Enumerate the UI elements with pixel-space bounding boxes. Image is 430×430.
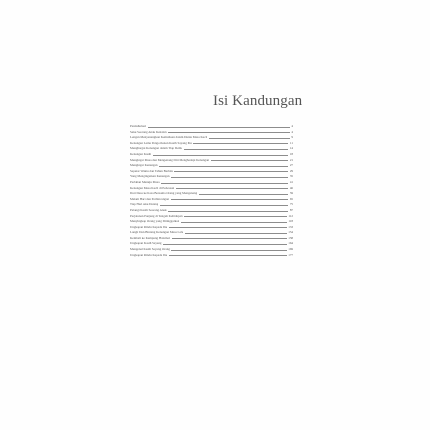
toc-entry-title: Kembali ke Kampung Halaman <box>130 236 171 240</box>
toc-entry-page-number: 118 <box>288 219 293 224</box>
toc-leader-line <box>168 211 288 212</box>
toc-entry-title: Saku Seorang Anak Kenalan <box>130 130 167 134</box>
toc-entry-page-number: 177 <box>288 252 293 257</box>
toc-entry-page-number: 75 <box>289 202 293 207</box>
toc-entry-title: Ungkapan Rindu Kepada Ibu <box>130 253 168 257</box>
toc-leader-line <box>161 183 288 184</box>
toc-leader-line <box>169 227 287 228</box>
toc-leader-line <box>168 132 290 133</box>
toc-entry-page-number: 65 <box>289 196 293 201</box>
toc-entry-page-number: 35 <box>289 174 293 179</box>
toc-leader-line <box>153 155 289 156</box>
toc-entry-title: Dari Desa ke Kota Bersama Orang yang Mengenang <box>130 192 198 196</box>
toc-entry-page-number: 59 <box>289 191 293 196</box>
toc-entry-page-number: 14 <box>289 146 293 151</box>
toc-entry-title: Mengingat Kenangan <box>130 164 158 168</box>
toc-entry-page-number: 164 <box>288 241 293 246</box>
toc-entry-page-number: 21 <box>289 157 293 162</box>
toc-leader-line <box>193 143 288 144</box>
toc-entry-page-number: 133 <box>288 224 293 229</box>
toc-entry-page-number: 18 <box>289 151 293 156</box>
toc-entry-title: Yang Mengingatkan Kenangan <box>130 175 170 179</box>
toc-entry-page-number: 112 <box>288 213 293 218</box>
toc-leader-line <box>148 127 290 128</box>
table-of-contents <box>130 123 293 257</box>
toc-leader-line <box>184 149 289 150</box>
toc-leader-line <box>160 205 289 206</box>
toc-entry-page-number: 29 <box>289 168 293 173</box>
toc-entry-page-number: 11 <box>289 140 293 145</box>
toc-leader-line <box>181 222 287 223</box>
toc-entry-title: Pelangi Kasih Seorang Anak <box>130 208 167 212</box>
toc-leader-line <box>169 255 287 256</box>
toc-entry-page-number: 158 <box>288 235 293 240</box>
toc-entry <box>130 252 293 258</box>
toc-leader-line <box>172 238 287 239</box>
toc-entry-title: Tiap Hari Aku Datang <box>130 203 159 207</box>
toc-entry-title: Ungkapan Rindu Kepada Ibu <box>130 225 168 229</box>
toc-leader-line <box>171 199 289 200</box>
toc-entry-page-number: 87 <box>289 207 293 212</box>
toc-entry-title: Menyingkap Orang yang Ditinggalkan <box>130 220 180 224</box>
toc-entry-title: Kenangan Lama Pengorbanan Kasih Sayang Ibu <box>130 141 192 145</box>
toc-leader-line <box>171 177 288 178</box>
toc-entry-title: Perjalanan Panjang di Tengah Kehidupan <box>130 214 183 218</box>
toc-entry-title: Lengan Menyenangkan Kemuliaan dalam Dunia Masa Kecil <box>130 136 208 140</box>
toc-entry-page-number: 41 <box>289 179 293 184</box>
toc-entry-page-number: 169 <box>288 247 293 252</box>
toc-entry-page-number: 46 <box>289 185 293 190</box>
toc-leader-line <box>209 138 290 139</box>
toc-leader-line <box>174 171 288 172</box>
toc-leader-line <box>211 160 289 161</box>
toc-entry-page-number: 9 <box>291 135 293 140</box>
toc-entry-title: Seputar Waktu dan Tahun Berlalu <box>130 169 173 173</box>
toc-entry-title: Kenangan Kasih <box>130 152 152 156</box>
toc-entry-title: Pendahuluan <box>130 125 147 128</box>
toc-entry-title: Mengingat Masa dan Mengenang Diri Menghadapi Kenangan <box>130 158 210 162</box>
toc-entry-page-number: 27 <box>289 163 293 168</box>
toc-entry-page-number: 4 <box>291 129 293 134</box>
toc-entry-title: Ungkapan Kasih Sayang <box>130 242 162 246</box>
toc-leader-line <box>185 233 287 234</box>
toc-entry-title: Malam Hari dan Perbincangan <box>130 197 170 201</box>
toc-heading: Isi Kandungan <box>213 93 303 109</box>
toc-leader-line <box>159 166 288 167</box>
toc-leader-line <box>184 216 287 217</box>
toc-entry-page-number: 154 <box>288 230 293 235</box>
toc-entry-page-number: 4 <box>291 124 293 128</box>
toc-leader-line <box>171 250 286 251</box>
toc-entry-title: Langit Dan Bintang Kenangan Masa Lalu <box>130 231 184 235</box>
toc-entry-title: Menghargai Kenangan dalam Tiap Detik <box>130 147 182 151</box>
toc-leader-line <box>199 194 289 195</box>
toc-leader-line <box>176 188 289 189</box>
toc-leader-line <box>163 244 287 245</box>
toc-entry-title: Perlahan Menuju Masa <box>130 180 160 184</box>
toc-entry-title: Mengenal Kasih Sayang Orang <box>130 248 170 252</box>
toc-entry-title: Kenangan Masa Kecil di Pedesaan <box>130 186 175 190</box>
